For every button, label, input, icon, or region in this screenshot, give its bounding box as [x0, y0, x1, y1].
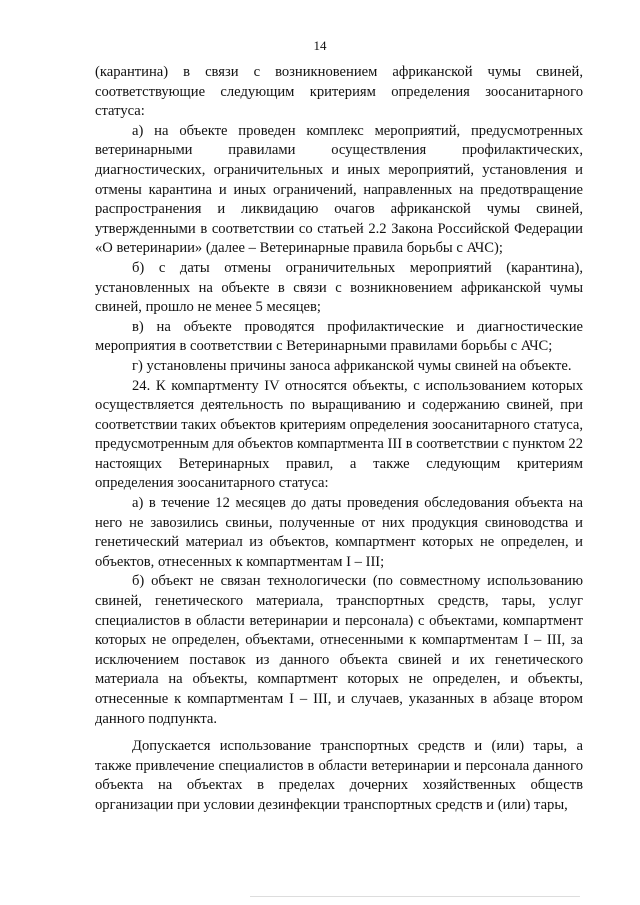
document-body — [95, 63, 583, 816]
paragraph-quarantine-criteria-intro: (карантина) в связи с возникновением африканской чумы свиней, соответствующие следующим критериям определения зоосанитарного статуса: — [95, 64, 583, 120]
paragraph-section-24-item-b: б) объект не связан технологически (по совместному использованию свиней, генетического материала, транспортных средств, тары, услуг специалистов в области ветеринарии и персонала) с объектами, компартмент которых не определен, объектами, отнесенными к компартментам I – III, за исключением поставок из данного объекта свиней и их генетического материала на объекты, компартмент которых не определен, и объекты, отнесенные к компартментам I – III, и случаев, указанных в абзаце втором данного подпункта. — [95, 573, 583, 727]
paragraph-item-a: а) на объекте проведен комплекс мероприятий, предусмотренных ветеринарными правилами осуществления профилактических, диагностических, ограничительных и иных мероприятий, установления и отмены карантина и иных ограничений, направленных на предотвращение распространения и ликвидацию очагов африканской чумы свиней, утвержденными в соответствии со статьей 2.2 Закона Российской Федерации «О ветеринарии» (далее – Ветеринарные правила борьбы с АЧС); — [95, 122, 583, 257]
paragraph-allowance: Допускается использование транспортных средств и (или) тары, а также привлечение специалистов в области ветеринарии и персонала данного объекта на объектах в пределах дочерних хозяйственных обществ организации при условии дезинфекции транспортных средств и (или) тары, — [95, 738, 583, 813]
paragraph-section-24: 24. К компартменту IV относятся объекты, с использованием которых осуществляется деятельность по выращиванию и содержанию свиней, при соответствии таких объектов критериям определения зоосанитарного статуса, предусмотренным для объектов компартмента III в соответствии с пунктом 22 настоящих Ветеринарных правил, а также следующим критериям определения зоосанитарного статуса: — [95, 377, 584, 492]
paragraph-item-b: б) с даты отмены ограничительных мероприятий (карантина), установленных на объекте в связи с возникновением африканской чумы свиней, прошло не менее 5 месяцев; — [95, 259, 583, 316]
paragraph-item-v: в) на объекте проводятся профилактические и диагностические мероприятия в соответствии с Ветеринарными правилами борьбы с АЧС; — [95, 318, 583, 355]
paragraph-item-g: г) установлены причины заноса африканской чумы свиней на объекте. — [132, 357, 572, 374]
paragraph-section-24-item-a: а) в течение 12 месяцев до даты проведения обследования объекта на него не завозились свиньи, полученные от них продукция свиноводства и генетический материал из объектов, компартмент которых не определен, и объектов, отнесенных к компартментам I – III; — [95, 495, 583, 570]
scan-edge-divider — [250, 896, 580, 897]
page-number: 14 — [313, 38, 327, 53]
